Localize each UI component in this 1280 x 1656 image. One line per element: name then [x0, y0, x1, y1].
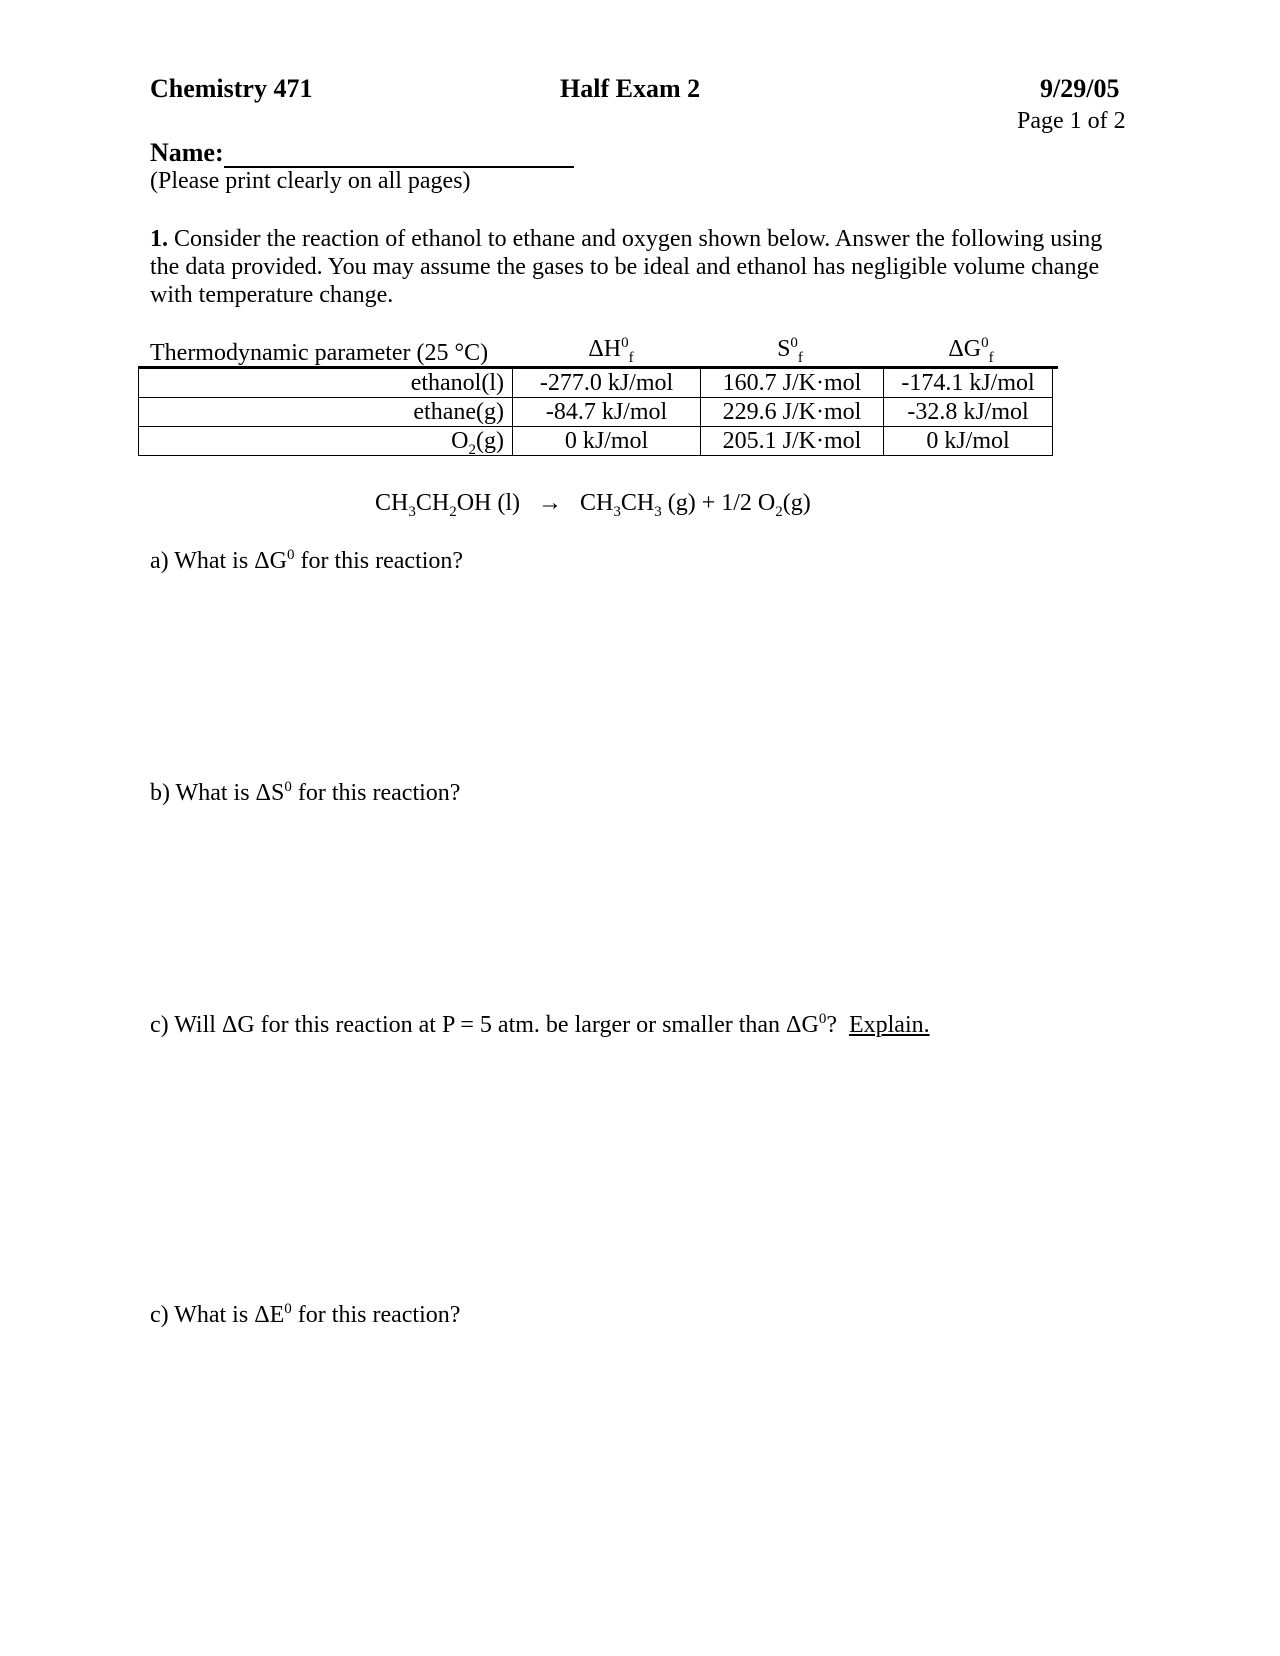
cell-dg: 0 kJ/mol: [884, 427, 1053, 456]
products: $CH_3CH_3$ (g) + 1/2 $O_2(g)$: [580, 490, 811, 520]
species-ethanol: ethanol(l): [139, 369, 513, 398]
question-number: 1.: [150, 226, 168, 252]
cell-s: 205.1 J/K·mol: [701, 427, 884, 456]
question-1-body: Consider the reaction of ethanol to ethane and oxygen shown below. Answer the following using the data provided. You may assume the gases to be ideal and ethanol has negligible volume change with temperature change.: [150, 226, 1103, 308]
cell-dg: -174.1 kJ/mol: [884, 369, 1053, 398]
cell-dh: 0 kJ/mol: [513, 427, 701, 456]
question-1-text: [150, 225, 1110, 309]
col-header-gibbs: $\Delta G^0_f$: [948, 335, 994, 366]
reaction-equation: [375, 490, 811, 520]
cell-s: 229.6 J/K·mol: [701, 398, 884, 427]
reaction-arrow: →: [538, 490, 563, 516]
species-oxygen: $O_2(g)$: [139, 427, 513, 456]
table-row: [139, 427, 1053, 456]
cell-dh: -277.0 kJ/mol: [513, 369, 701, 398]
course-title: Chemistry 471: [150, 74, 313, 103]
thermo-data-table: [138, 368, 1053, 456]
table-row: [139, 398, 1053, 427]
exam-date: 9/29/05: [1040, 74, 1120, 103]
table-param-header: Thermodynamic parameter (25 °C): [150, 340, 489, 366]
name-instruction: (Please print clearly on all pages): [150, 168, 471, 194]
name-field[interactable]: [150, 138, 574, 168]
reactant: $CH_3CH_2OH$ (l): [375, 490, 521, 520]
name-blank-line[interactable]: [224, 142, 574, 168]
page-number: Page 1 of 2: [1017, 108, 1126, 134]
col-header-entropy: $S^0_f$: [777, 335, 803, 366]
question-part-c-energy: c) What is $\Delta E^0$ for this reaction?: [150, 1301, 461, 1328]
col-header-enthalpy: $\Delta H^0_f$: [588, 335, 634, 366]
cell-dg: -32.8 kJ/mol: [884, 398, 1053, 427]
name-label: Name:: [150, 138, 224, 167]
cell-dh: -84.7 kJ/mol: [513, 398, 701, 427]
cell-s: 160.7 J/K·mol: [701, 369, 884, 398]
table-row: [139, 369, 1053, 398]
explain-prompt: Explain.: [848, 1012, 930, 1038]
exam-title: Half Exam 2: [560, 74, 701, 103]
question-part-a: a) What is $\Delta G^0$ for this reaction?: [150, 547, 464, 574]
question-part-b: b) What is $\Delta S^0$ for this reaction?: [150, 779, 461, 806]
question-part-c-pressure: c) Will ΔG for this reaction at P = 5 atm. be larger or smaller than $\Delta G^0$? Explain.: [150, 1011, 930, 1038]
species-ethane: ethane(g): [139, 398, 513, 427]
